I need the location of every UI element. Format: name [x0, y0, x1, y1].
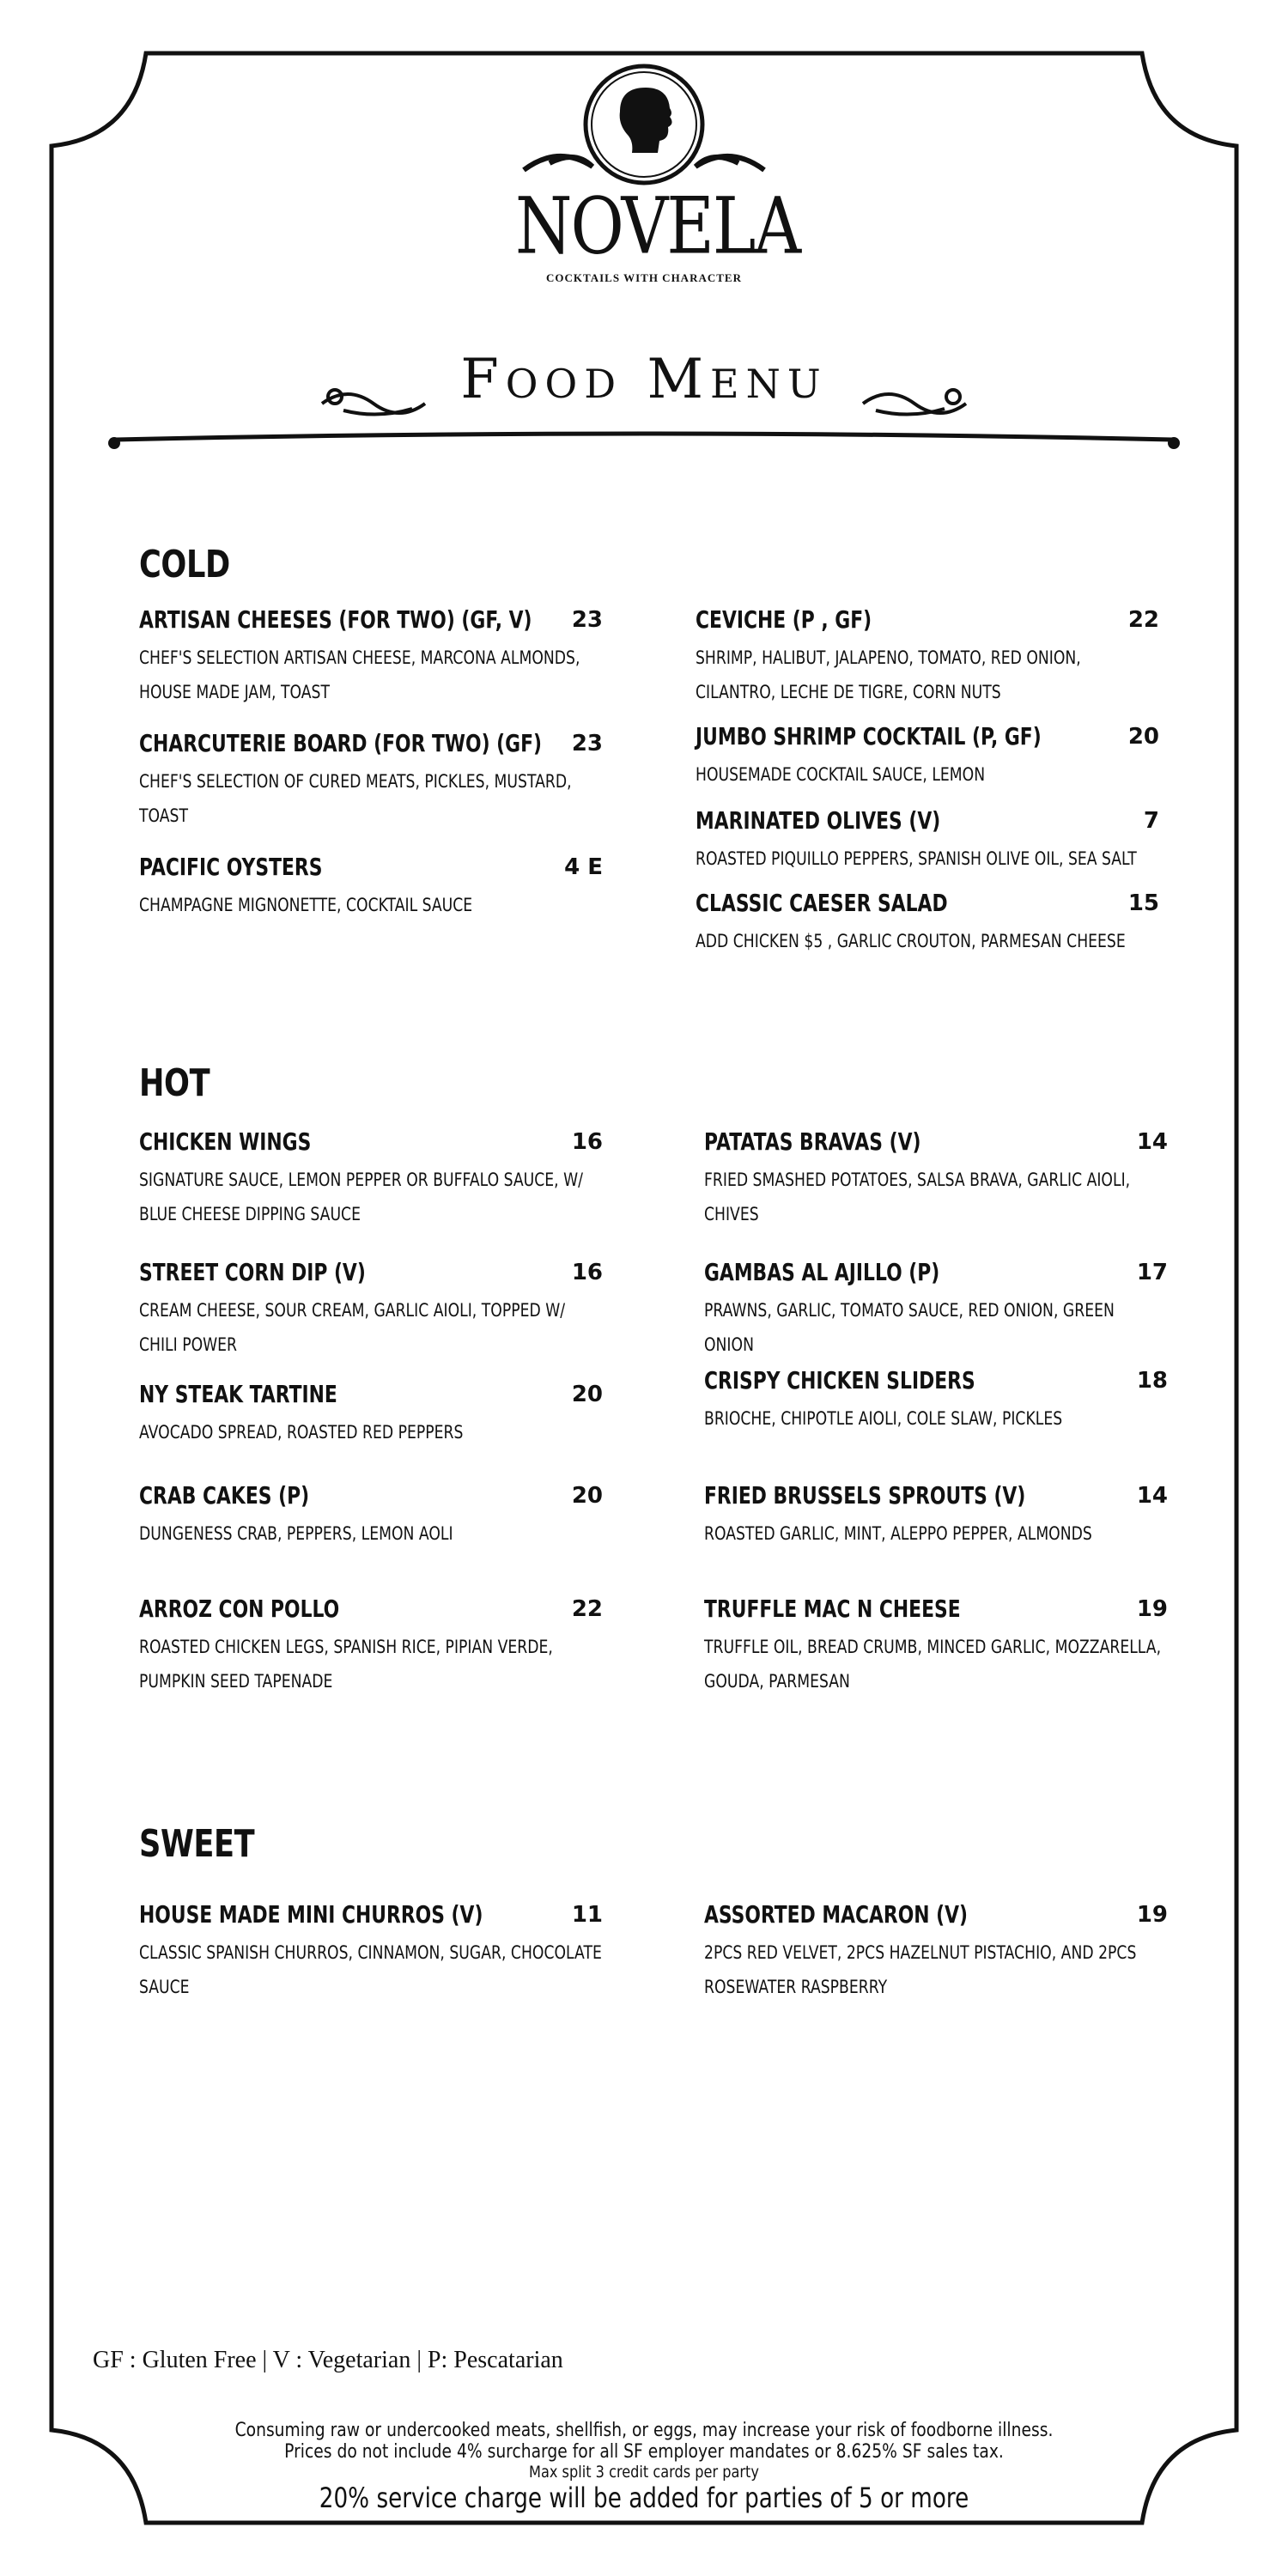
item-description: CLASSIC SPANISH CHURROS, CINNAMON, SUGAR, CHOCOLATE SAUCE: [139, 1942, 602, 1997]
item-name: PACIFIC OYSTERS: [139, 853, 323, 881]
footer-split-policy: Max split 3 credit cards per party: [529, 2463, 759, 2482]
menu-item: [139, 1255, 603, 1362]
item-description: AVOCADO SPREAD, ROASTED RED PEPPERS: [139, 1422, 464, 1443]
item-price: 17: [1136, 1260, 1168, 1285]
item-price: 19: [1136, 1596, 1168, 1622]
menu-item: [704, 1364, 1168, 1436]
item-price: 15: [1127, 890, 1159, 916]
brand-tagline: COCKTAILS WITH CHARACTER: [546, 271, 742, 284]
menu-item: [704, 1592, 1168, 1698]
item-name: TRUFFLE MAC N CHEESE: [704, 1595, 961, 1623]
item-name: GAMBAS AL AJILLO (P): [704, 1258, 940, 1286]
silhouette-logo-icon: [515, 60, 773, 189]
item-name: STREET CORN DIP (V): [139, 1258, 366, 1286]
item-description: FRIED SMASHED POTATOES, SALSA BRAVA, GARLIC AIOLI, CHIVES: [704, 1170, 1131, 1224]
footer-surcharge: Prices do not include 4% surcharge for all SF employer mandates or 8.625% SF sales tax.: [284, 2441, 1004, 2463]
item-name: NY STEAK TARTINE: [139, 1380, 337, 1408]
item-price: 23: [571, 607, 603, 633]
menu-item: [704, 1125, 1168, 1231]
item-name: CHARCUTERIE BOARD (FOR TWO) (GF): [139, 729, 542, 757]
item-description: CHAMPAGNE MIGNONETTE, COCKTAIL SAUCE: [139, 895, 473, 915]
item-name: CLASSIC CAESER SALAD: [696, 889, 948, 917]
item-price: 4 E: [564, 854, 603, 880]
dietary-legend: GF : Gluten Free | V : Vegetarian | P: Pescatarian: [93, 2347, 563, 2373]
item-name: CEVICHE (P , GF): [696, 605, 872, 634]
menu-item: [696, 720, 1159, 792]
menu-item: [139, 1592, 603, 1698]
item-name: CRAB CAKES (P): [139, 1481, 310, 1510]
item-description: CREAM CHEESE, SOUR CREAM, GARLIC AIOLI, TOPPED W/ CHILI POWER: [139, 1300, 566, 1355]
item-price: 14: [1136, 1129, 1168, 1155]
menu-item: [704, 1898, 1168, 2004]
item-price: 20: [571, 1483, 603, 1509]
menu-item: [696, 804, 1159, 876]
menu-item: [696, 886, 1159, 958]
item-description: HOUSEMADE COCKTAIL SAUCE, LEMON: [696, 764, 986, 785]
item-description: SIGNATURE SAUCE, LEMON PEPPER OR BUFFALO SAUCE, W/ BLUE CHEESE DIPPING SAUCE: [139, 1170, 583, 1224]
left-flourish-icon: [322, 390, 425, 415]
item-description: ROASTED PIQUILLO PEPPERS, SPANISH OLIVE OIL, SEA SALT: [696, 848, 1137, 869]
item-description: PRAWNS, GARLIC, TOMATO SAUCE, RED ONION, GREEN ONION: [704, 1300, 1115, 1355]
item-name: JUMBO SHRIMP COCKTAIL (P, GF): [696, 722, 1042, 750]
item-name: FRIED BRUSSELS SPROUTS (V): [704, 1481, 1026, 1510]
menu-item: [139, 1125, 603, 1231]
item-price: 23: [571, 731, 603, 756]
item-name: MARINATED OLIVES (V): [696, 806, 941, 835]
item-price: 16: [571, 1129, 603, 1155]
footer-service-charge: 20% service charge will be added for parties of 5 or more: [319, 2482, 969, 2514]
menu-item: [139, 850, 603, 922]
menu-item: [704, 1255, 1168, 1362]
item-description: BRIOCHE, CHIPOTLE AIOLI, COLE SLAW, PICKLES: [704, 1408, 1063, 1429]
item-price: 16: [571, 1260, 603, 1285]
menu-item: [704, 1479, 1168, 1551]
section-title-cold: COLD: [139, 543, 230, 586]
item-name: ARROZ CON POLLO: [139, 1595, 340, 1623]
item-description: CHEF'S SELECTION ARTISAN CHEESE, MARCONA ALMONDS, HOUSE MADE JAM, TOAST: [139, 647, 580, 702]
item-price: 20: [571, 1382, 603, 1407]
item-description: ADD CHICKEN $5 , GARLIC CROUTON, PARMESAN CHEESE: [696, 931, 1126, 951]
brand-logo: [515, 60, 800, 301]
item-description: CHEF'S SELECTION OF CURED MEATS, PICKLES, MUSTARD, TOAST: [139, 771, 572, 826]
item-name: CRISPY CHICKEN SLIDERS: [704, 1366, 975, 1394]
item-price: 14: [1136, 1483, 1168, 1509]
item-description: ROASTED CHICKEN LEGS, SPANISH RICE, PIPIAN VERDE, PUMPKIN SEED TAPENADE: [139, 1637, 553, 1692]
section-title-hot: HOT: [139, 1061, 210, 1105]
menu-item: [139, 1479, 603, 1551]
item-price: 7: [1143, 808, 1159, 834]
footer-warning: Consuming raw or undercooked meats, shellfish, or eggs, may increase your risk of foodborne illness.: [234, 2420, 1054, 2441]
menu-item: [139, 726, 603, 833]
menu-item: [139, 603, 603, 709]
item-price: 20: [1127, 724, 1159, 750]
item-name: CHICKEN WINGS: [139, 1127, 312, 1156]
item-name: ASSORTED MACARON (V): [704, 1900, 969, 1929]
item-name: HOUSE MADE MINI CHURROS (V): [139, 1900, 483, 1929]
item-price: 19: [1136, 1902, 1168, 1928]
menu-item: [139, 1898, 603, 2004]
page-title: FOOD MENU: [460, 348, 828, 411]
menu-item: [696, 603, 1159, 709]
item-description: TRUFFLE OIL, BREAD CRUMB, MINCED GARLIC, MOZZARELLA, GOUDA, PARMESAN: [704, 1637, 1162, 1692]
menu-item: [139, 1377, 603, 1449]
item-price: 11: [571, 1902, 603, 1928]
item-description: ROASTED GARLIC, MINT, ALEPPO PEPPER, ALMONDS: [704, 1523, 1092, 1544]
item-price: 22: [1127, 607, 1159, 633]
item-price: 22: [571, 1596, 603, 1622]
item-description: SHRIMP, HALIBUT, JALAPENO, TOMATO, RED ONION, CILANTRO, LECHE DE TIGRE, CORN NUTS: [696, 647, 1081, 702]
section-title-sweet: SWEET: [139, 1822, 255, 1866]
item-description: DUNGENESS CRAB, PEPPERS, LEMON AOLI: [139, 1523, 453, 1544]
item-name: ARTISAN CHEESES (FOR TWO) (GF, V): [139, 605, 532, 634]
item-price: 18: [1136, 1368, 1168, 1394]
right-flourish-icon: [863, 390, 966, 415]
item-name: PATATAS BRAVAS (V): [704, 1127, 921, 1156]
item-description: 2PCS RED VELVET, 2PCS HAZELNUT PISTACHIO, AND 2PCS ROSEWATER RASPBERRY: [704, 1942, 1137, 1997]
brand-name: NOVELA: [515, 179, 800, 271]
